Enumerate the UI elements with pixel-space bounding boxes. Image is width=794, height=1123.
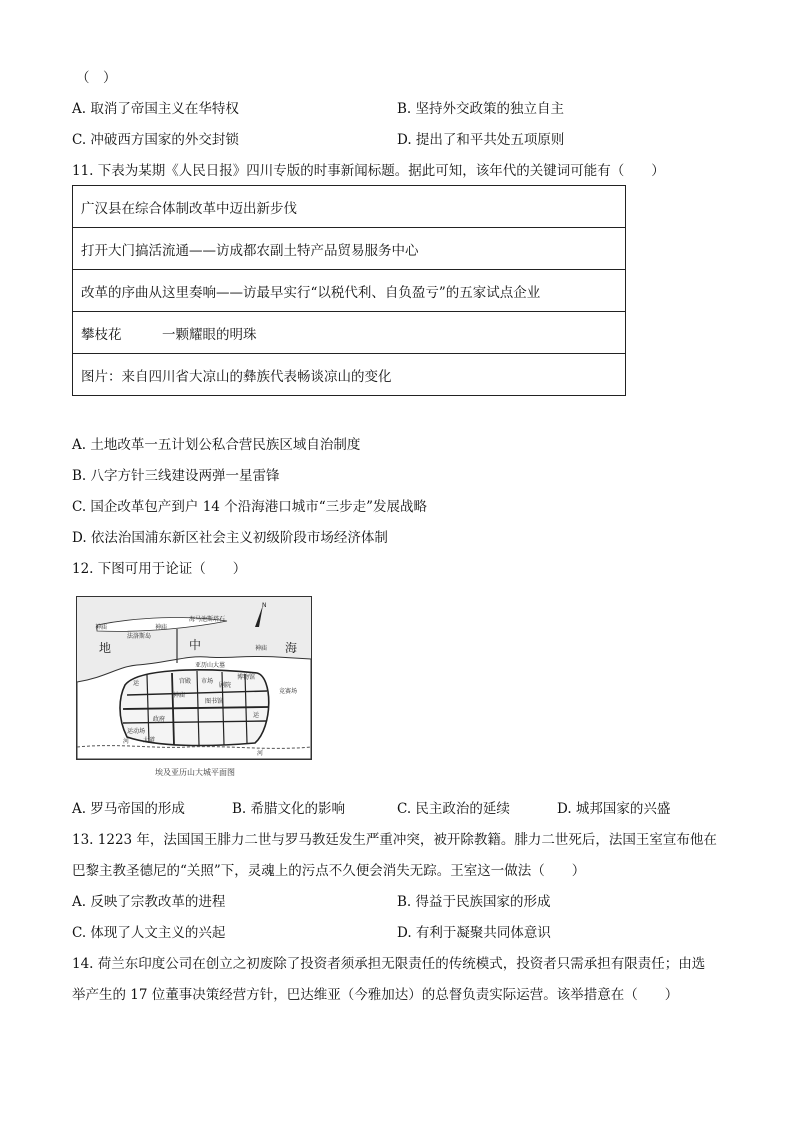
map-label: 博物馆 bbox=[237, 674, 256, 681]
map-label: 神庙 bbox=[95, 624, 108, 631]
q14-stem-line1: 14. 荷兰东印度公司在创立之初废除了投资者须承担无限责任的传统模式，投资者只需承担有限责任；由选 bbox=[72, 956, 706, 972]
q13-stem-line1: 13. 1223 年，法国国王腓力二世与罗马教廷发生严重冲突，被开除教籍。腓力二世死后，法国王室宣布他在 bbox=[72, 832, 717, 848]
map-label: 政府 bbox=[153, 716, 166, 723]
map-label: 市场 bbox=[201, 678, 214, 685]
map-label: 海马池斯塔石 bbox=[189, 616, 226, 623]
alexandria-map bbox=[76, 596, 312, 760]
q12-option-c: C. 民主政治的延续 bbox=[397, 801, 510, 817]
table-row: 攀枝花 一颗耀眼的明珠 bbox=[73, 312, 626, 354]
table-row: 图片：来自四川省大凉山的彝族代表畅谈凉山的变化 bbox=[73, 354, 626, 396]
map-label: 宫殿 bbox=[179, 678, 192, 685]
q13-option-d: D. 有利于凝聚共同体意识 bbox=[397, 925, 551, 941]
q12-option-a: A. 罗马帝国的形成 bbox=[72, 801, 185, 817]
q11-option-a: A. 土地改革一五计划公私合营民族区域自治制度 bbox=[72, 437, 361, 453]
svg-text:N: N bbox=[262, 602, 267, 609]
q13-option-b: B. 得益于民族国家的形成 bbox=[397, 894, 551, 910]
map-sea-char: 海 bbox=[285, 641, 298, 655]
q12-option-b: B. 希腊文化的影响 bbox=[232, 801, 346, 817]
map-label: 剧院 bbox=[219, 682, 232, 689]
map-label: 运动场 bbox=[127, 728, 146, 735]
q10-option-b: B. 坚持外交政策的独立自主 bbox=[397, 101, 565, 117]
q11-option-b: B. 八字方针三线建设两弹一星雷锋 bbox=[72, 468, 280, 484]
map-label: 法洛斯岛 bbox=[127, 633, 152, 640]
q12-stem: 12. 下图可用于论证（ ） bbox=[72, 561, 247, 577]
table-row: 广汉县在综合体制改革中迈出新步伐 bbox=[73, 186, 626, 228]
news-headline-table bbox=[72, 185, 626, 396]
map-label: 神庙 bbox=[155, 624, 168, 631]
q10-stem-tail: （ ） bbox=[76, 70, 117, 86]
q13-stem-line2: 巴黎主教圣德尼的“关照”下，灵魂上的污点不久便会消失无踪。王室这一做法（ ） bbox=[72, 863, 586, 879]
map-label: 运 bbox=[133, 680, 140, 687]
q11-option-d: D. 依法治国浦东新区社会主义初级阶段市场经济体制 bbox=[72, 530, 388, 546]
table-row: 打开大门搞活流通——访成都农副土特产品贸易服务中心 bbox=[73, 228, 626, 270]
map-caption: 埃及亚历山大城平面图 bbox=[155, 768, 235, 777]
map-label: 亚历山大墓 bbox=[195, 662, 226, 669]
map-label: 河 bbox=[123, 738, 130, 745]
q14-stem-line2: 举产生的 17 位董事决策经营方针，巴达维亚（今雅加达）的总督负责实际运营。该举措意在（ ） bbox=[72, 987, 679, 1003]
q11-option-c: C. 国企改革包产到户 14 个沿海港口城市“三步走”发展战略 bbox=[72, 499, 427, 515]
q10-option-d: D. 提出了和平共处五项原则 bbox=[397, 132, 565, 148]
q13-option-a: A. 反映了宗教改革的进程 bbox=[72, 894, 226, 910]
city-plan-figure bbox=[77, 597, 311, 759]
map-label: 运 bbox=[253, 712, 260, 719]
q10-option-c: C. 冲破西方国家的外交封锁 bbox=[72, 132, 239, 148]
map-label: 神庙 bbox=[173, 692, 186, 699]
map-label: 图书馆 bbox=[205, 698, 224, 705]
q10-option-a: A. 取消了帝国主义在华特权 bbox=[72, 101, 239, 117]
map-sea-char: 中 bbox=[189, 638, 202, 652]
table-row: 改革的序曲从这里奏响——访最早实行“以税代利、自负盈亏”的五家试点企业 bbox=[73, 270, 626, 312]
q11-stem: 11. 下表为某期《人民日报》四川专版的时事新闻标题。据此可知，该年代的关键词可能有（ ） bbox=[72, 163, 665, 179]
map-label: 河 bbox=[257, 750, 264, 757]
q12-option-d: D. 城邦国家的兴盛 bbox=[557, 801, 671, 817]
q13-option-c: C. 体现了人文主义的兴起 bbox=[72, 925, 226, 941]
map-label: 大道 bbox=[143, 737, 156, 744]
map-label: 神庙 bbox=[255, 645, 268, 652]
map-sea-char: 地 bbox=[99, 641, 112, 655]
map-label: 竞赛场 bbox=[279, 688, 298, 695]
